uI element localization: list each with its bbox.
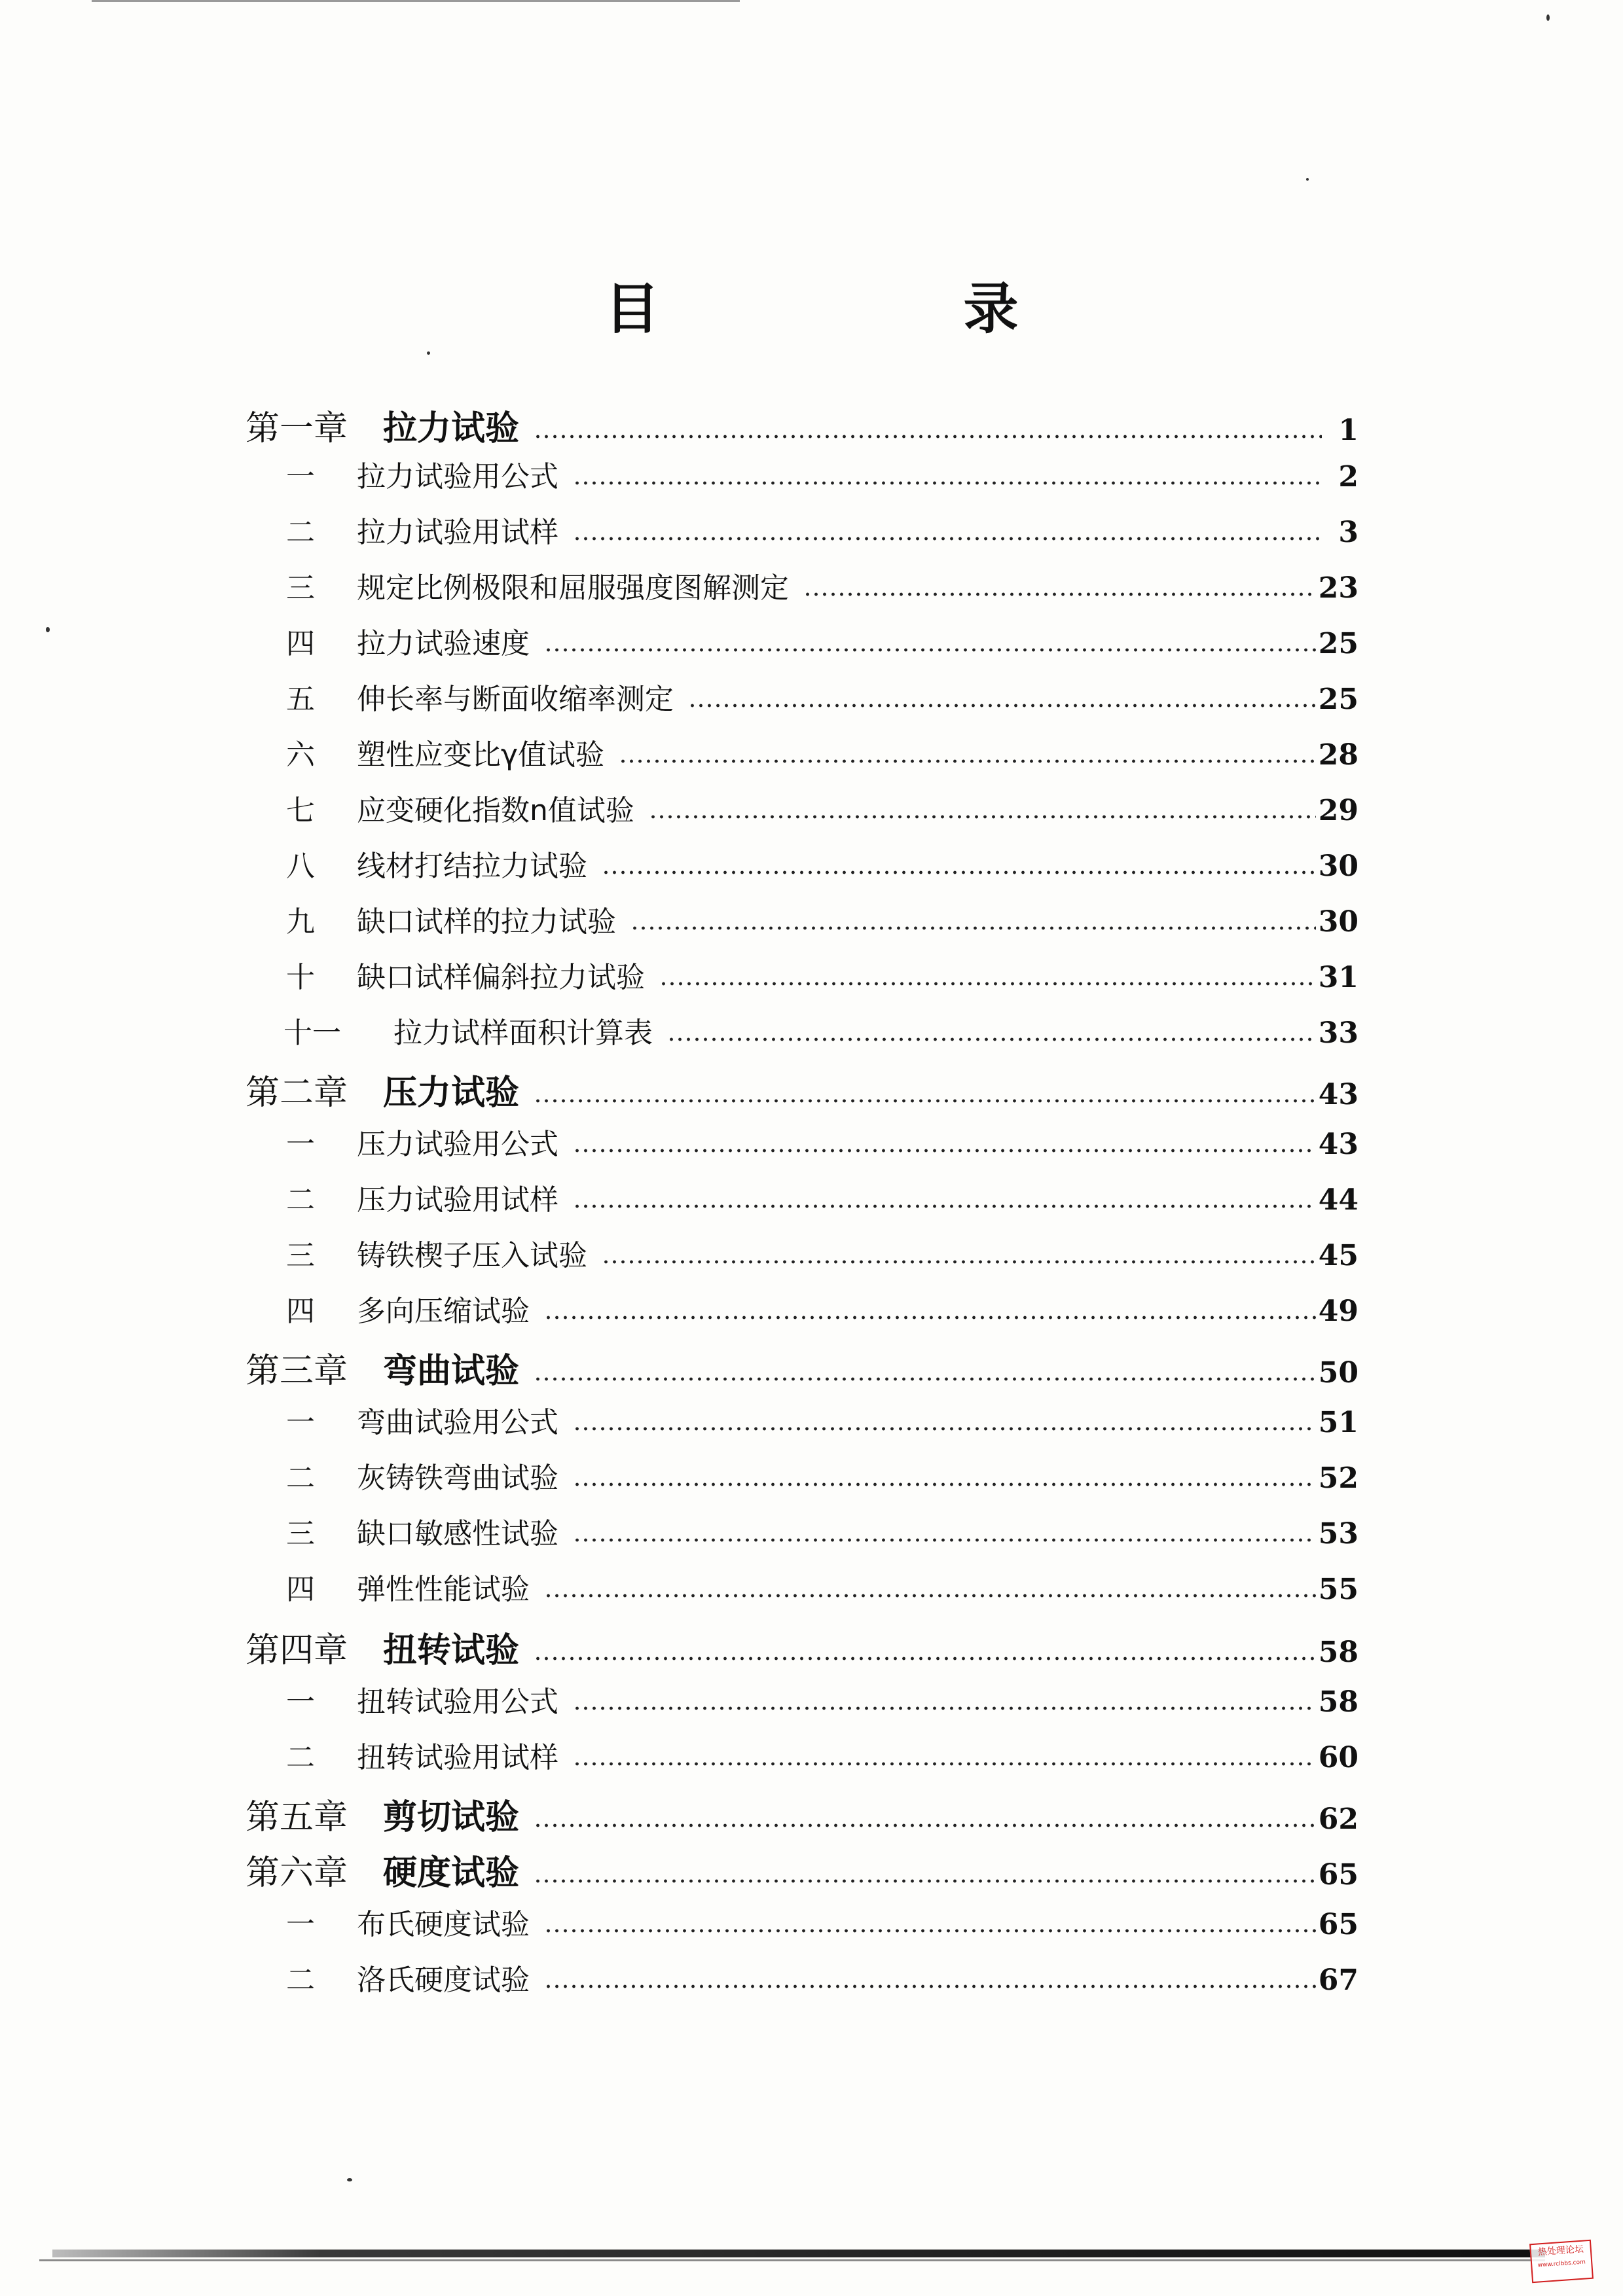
section-title: 洛氏硬度试验: [357, 1964, 530, 1997]
section-title: 线材打结拉力试验: [357, 850, 587, 883]
page-number: 3: [1338, 516, 1359, 549]
dot-leader: [544, 647, 1316, 653]
section-title: 缺口试样的拉力试验: [357, 905, 616, 939]
section-title: 扭转试验用公式: [357, 1685, 558, 1719]
section-title: 灰铸铁弯曲试验: [357, 1462, 558, 1495]
page-number: 23: [1318, 571, 1359, 605]
toc-chapter-entry: [246, 1343, 1359, 1392]
toc-section-entry: [283, 1009, 1359, 1051]
section-number: 一: [286, 460, 315, 493]
dot-leader: [573, 1705, 1316, 1712]
toc-section-entry: [286, 1678, 1359, 1720]
section-number: 四: [286, 1573, 315, 1606]
scan-speck: [1546, 14, 1550, 21]
page-title: 目 录: [604, 277, 1143, 341]
page-number: 58: [1318, 1636, 1359, 1669]
dot-leader: [573, 480, 1322, 486]
dot-leader: [573, 1537, 1316, 1543]
section-title: 铸铁楔子压入试验: [357, 1239, 587, 1272]
page-number: 53: [1318, 1517, 1359, 1551]
toc-section-entry: [286, 1232, 1359, 1274]
dot-leader: [573, 1481, 1316, 1488]
section-title: 缺口敏感性试验: [357, 1517, 558, 1551]
page-number: 29: [1318, 794, 1359, 827]
toc-chapter-entry: [246, 1065, 1359, 1114]
chapter-number: 第二章: [246, 1073, 348, 1113]
chapter-title: 扭转试验: [383, 1631, 520, 1670]
scan-speck: [347, 2178, 352, 2181]
page-number: 30: [1318, 850, 1359, 883]
stamp-subtext: www.rclbbs.com: [1537, 2259, 1586, 2269]
section-title: 伸长率与断面收缩率测定: [357, 683, 674, 716]
scan-top-edge: [92, 0, 740, 2]
toc-chapter-entry: [246, 1789, 1359, 1839]
page-number: 62: [1318, 1803, 1359, 1836]
dot-leader: [667, 1036, 1316, 1043]
dot-leader: [534, 1878, 1316, 1884]
toc-section-entry: [286, 1176, 1359, 1218]
toc-section-entry: [286, 731, 1359, 773]
page-number: 1: [1338, 414, 1359, 447]
section-title: 压力试验用试样: [357, 1183, 558, 1217]
toc-section-entry: [286, 1287, 1359, 1329]
dot-leader: [649, 814, 1316, 820]
dot-leader: [602, 869, 1316, 876]
section-title: 拉力试验用试样: [357, 516, 558, 549]
section-title: 弹性性能试验: [357, 1573, 530, 1606]
page-number: 58: [1318, 1685, 1359, 1719]
toc-section-entry: [286, 1510, 1359, 1552]
dot-leader: [534, 1098, 1316, 1104]
dot-leader: [659, 980, 1316, 987]
section-number: 八: [286, 850, 315, 883]
dot-leader: [602, 1259, 1316, 1265]
chapter-title: 剪切试验: [383, 1798, 520, 1837]
toc-section-entry: [286, 1454, 1359, 1496]
page-number: 60: [1318, 1741, 1359, 1774]
page-number: 31: [1318, 961, 1359, 994]
section-number: 三: [286, 571, 315, 605]
section-title: 拉力试样面积计算表: [393, 1016, 653, 1050]
page-number: 43: [1318, 1128, 1359, 1161]
page-number: 25: [1318, 683, 1359, 716]
chapter-title: 弯曲试验: [383, 1352, 520, 1391]
page-number: 25: [1318, 627, 1359, 660]
page-number: 44: [1318, 1183, 1359, 1217]
page-number: 55: [1318, 1573, 1359, 1606]
toc-section-entry: [286, 898, 1359, 940]
section-title: 规定比例极限和屈服强度图解测定: [357, 571, 789, 605]
page-number: 67: [1318, 1964, 1359, 1997]
dot-leader: [544, 1592, 1316, 1599]
page-number: 28: [1318, 738, 1359, 772]
dot-leader: [534, 1822, 1316, 1829]
section-number: 二: [286, 516, 315, 549]
section-title: 多向压缩试验: [357, 1295, 530, 1328]
section-number: 二: [286, 1183, 315, 1217]
section-number: 三: [286, 1239, 315, 1272]
toc-section-entry: [286, 1956, 1359, 1998]
dot-leader: [573, 1147, 1316, 1154]
scan-speck: [1306, 178, 1309, 181]
section-number: 十: [286, 961, 315, 994]
page-number: 52: [1318, 1462, 1359, 1495]
page-number: 50: [1318, 1356, 1359, 1390]
scan-speck: [46, 627, 50, 632]
page-number: 51: [1318, 1406, 1359, 1439]
page-number: 2: [1338, 460, 1359, 493]
section-number: 一: [286, 1128, 315, 1161]
section-number: 二: [286, 1964, 315, 1997]
section-title: 弯曲试验用公式: [357, 1406, 558, 1439]
toc-section-entry: [286, 620, 1359, 662]
stamp-text: 热处理论坛: [1537, 2244, 1584, 2258]
page-number: 33: [1318, 1016, 1359, 1050]
chapter-number: 第五章: [246, 1798, 348, 1837]
section-number: 六: [286, 738, 315, 772]
dot-leader: [573, 1761, 1316, 1767]
section-title: 拉力试验用公式: [357, 460, 558, 493]
dot-leader: [534, 1655, 1316, 1662]
toc-section-entry: [286, 675, 1359, 717]
section-number: 一: [286, 1908, 315, 1941]
section-number: 一: [286, 1406, 315, 1439]
toc-chapter-entry: [246, 1845, 1359, 1894]
section-number: 十一: [283, 1016, 341, 1050]
section-number: 二: [286, 1741, 315, 1774]
section-number: 七: [286, 794, 315, 827]
page-number: 45: [1318, 1239, 1359, 1272]
page-number: 43: [1318, 1078, 1359, 1111]
toc-section-entry: [286, 954, 1359, 996]
toc-section-entry: [286, 1121, 1359, 1162]
chapter-number: 第一章: [246, 409, 348, 448]
dot-leader: [534, 1376, 1316, 1382]
section-number: 四: [286, 627, 315, 660]
dot-leader: [573, 1426, 1316, 1432]
section-number: 二: [286, 1462, 315, 1495]
chapter-number: 第四章: [246, 1631, 348, 1670]
chapter-number: 第六章: [246, 1854, 348, 1893]
page-number: 65: [1318, 1858, 1359, 1892]
toc-section-entry: [286, 842, 1359, 884]
section-number: 九: [286, 905, 315, 939]
dot-leader: [573, 535, 1322, 542]
scan-bottom-edge: [52, 2250, 1545, 2257]
section-title: 布氏硬度试验: [357, 1908, 530, 1941]
section-number: 一: [286, 1685, 315, 1719]
section-title: 压力试验用公式: [357, 1128, 558, 1161]
dot-leader: [534, 433, 1322, 440]
section-title: 拉力试验速度: [357, 627, 530, 660]
toc-section-entry: [286, 509, 1359, 550]
page-number: 49: [1318, 1295, 1359, 1328]
scan-bottom-shadow: [39, 2259, 1545, 2261]
dot-leader: [630, 925, 1316, 931]
page-number: 65: [1318, 1908, 1359, 1941]
chapter-title: 压力试验: [383, 1073, 520, 1113]
toc-section-entry: [286, 787, 1359, 829]
section-title: 缺口试样偏斜拉力试验: [357, 961, 645, 994]
dot-leader: [619, 758, 1316, 764]
toc-section-entry: [286, 1566, 1359, 1607]
dot-leader: [803, 591, 1316, 598]
toc-section-entry: [286, 564, 1359, 606]
toc-chapter-entry: [246, 401, 1359, 450]
section-title: 塑性应变比γ值试验: [357, 738, 605, 772]
toc-section-entry: [286, 1901, 1359, 1943]
section-title: 应变硬化指数n值试验: [357, 794, 634, 827]
dot-leader: [573, 1203, 1316, 1210]
dot-leader: [544, 1314, 1316, 1321]
toc-section-entry: [286, 453, 1359, 495]
toc-chapter-entry: [246, 1623, 1359, 1672]
section-title: 扭转试验用试样: [357, 1741, 558, 1774]
toc-section-entry: [286, 1399, 1359, 1441]
section-number: 五: [286, 683, 315, 716]
toc-section-entry: [286, 1734, 1359, 1776]
chapter-title: 硬度试验: [383, 1854, 520, 1893]
dot-leader: [544, 1983, 1316, 1990]
dot-leader: [544, 1928, 1316, 1934]
chapter-title: 拉力试验: [383, 409, 520, 448]
scan-speck: [427, 351, 430, 355]
section-number: 三: [286, 1517, 315, 1551]
dot-leader: [688, 702, 1316, 709]
page-number: 30: [1318, 905, 1359, 939]
watermark-stamp: [1529, 2240, 1594, 2283]
chapter-number: 第三章: [246, 1352, 348, 1391]
section-number: 四: [286, 1295, 315, 1328]
